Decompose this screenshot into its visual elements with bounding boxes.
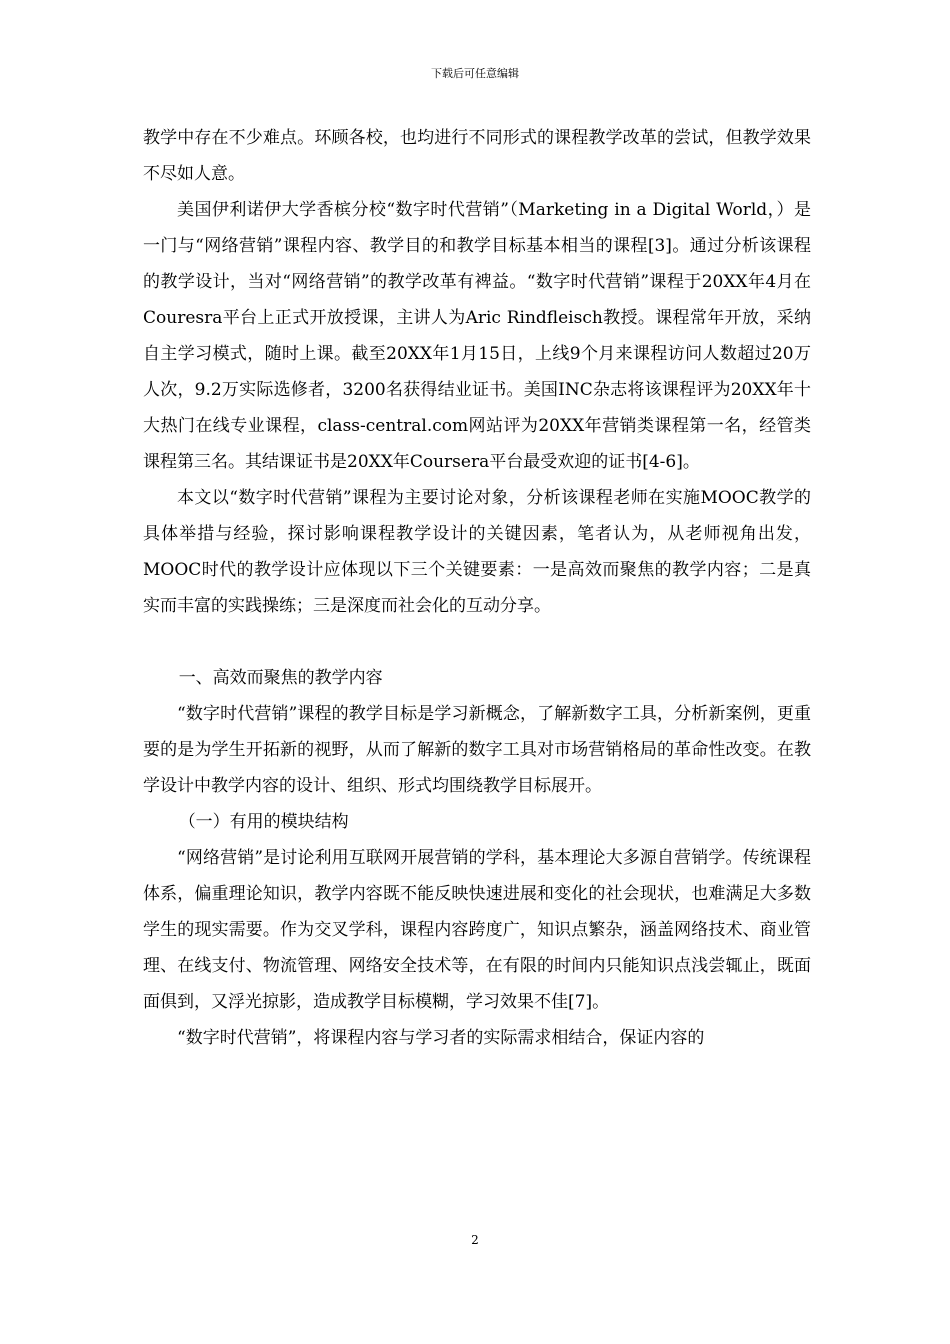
paragraph-continuation: 教学中存在不少难点。环顾各校，也均进行不同形式的课程教学改革的尝试，但教学效果不尽如人意。 [143, 128, 811, 184]
paragraph-course-intro: 美国伊利诺伊大学香槟分校“数字时代营销”（Marketing in a Digital World，）是一门与“网络营销”课程内容、教学目的和教学目标基本相当的课程[3]。通过分析该课程的教学设计，当对“网络营销”的教学改革有裨益。“数字时代营销”课程于20XX年4月在Couresra平台上正式开放授课，主讲人为Aric Rindfleisch教授。课程常年开放，采纳自主学习模式，随时上课。截至20XX年1月15日，上线9个月来课程访问人数超过20万人次，9.2万实际选修者，3200名获得结业证书。美国INC杂志将该课程评为20XX年十大热门在线专业课程，class-central.com网站评为20XX年营销类课程第一名，经管类课程第三名。其结课证书是20XX年Coursera平台最受欢迎的证书[4-6]。 [143, 200, 811, 472]
paragraph-course-content: “数字时代营销”，将课程内容与学习者的实际需求相结合，保证内容的 [177, 1028, 705, 1048]
paragraph-teaching-goal: “数字时代营销”课程的教学目标是学习新概念，了解新数字工具，分析新案例，更重要的是为学生开拓新的视野，从而了解新的数字工具对市场营销格局的革命性改变。在教学设计中教学内容的设计、组织、形式均围绕教学目标展开。 [143, 704, 811, 796]
page-number: 2 [471, 1233, 479, 1247]
section-heading-1: 一、高效而聚焦的教学内容 [178, 668, 383, 688]
subsection-heading-1: （一）有用的模块结构 [178, 812, 349, 832]
header-note: 下载后可任意编辑 [431, 67, 519, 80]
paragraph-module-structure: “网络营销”是讨论利用互联网开展营销的学科，基本理论大多源自营销学。传统课程体系，偏重理论知识，教学内容既不能反映快速进展和变化的社会现状，也难满足大多数学生的现实需要。作为交叉学科，课程内容跨度广，知识点繁杂，涵盖网络技术、商业管理、在线支付、物流管理、网络安全技术等，在有限的时间内只能知识点浅尝辄止，既面面俱到，又浮光掠影，造成教学目标模糊，学习效果不佳[7]。 [143, 848, 811, 1012]
paragraph-thesis: 本文以“数字时代营销”课程为主要讨论对象，分析该课程老师在实施MOOC教学的具体举措与经验，探讨影响课程教学设计的关键因素，笔者认为，从老师视角出发，MOOC时代的教学设计应体现以下三个关键要素：一是高效而聚焦的教学内容；二是真实而丰富的实践操练；三是深度而社会化的互动分享。 [143, 488, 811, 616]
section-spacer [143, 624, 811, 660]
document-body [143, 120, 811, 1056]
